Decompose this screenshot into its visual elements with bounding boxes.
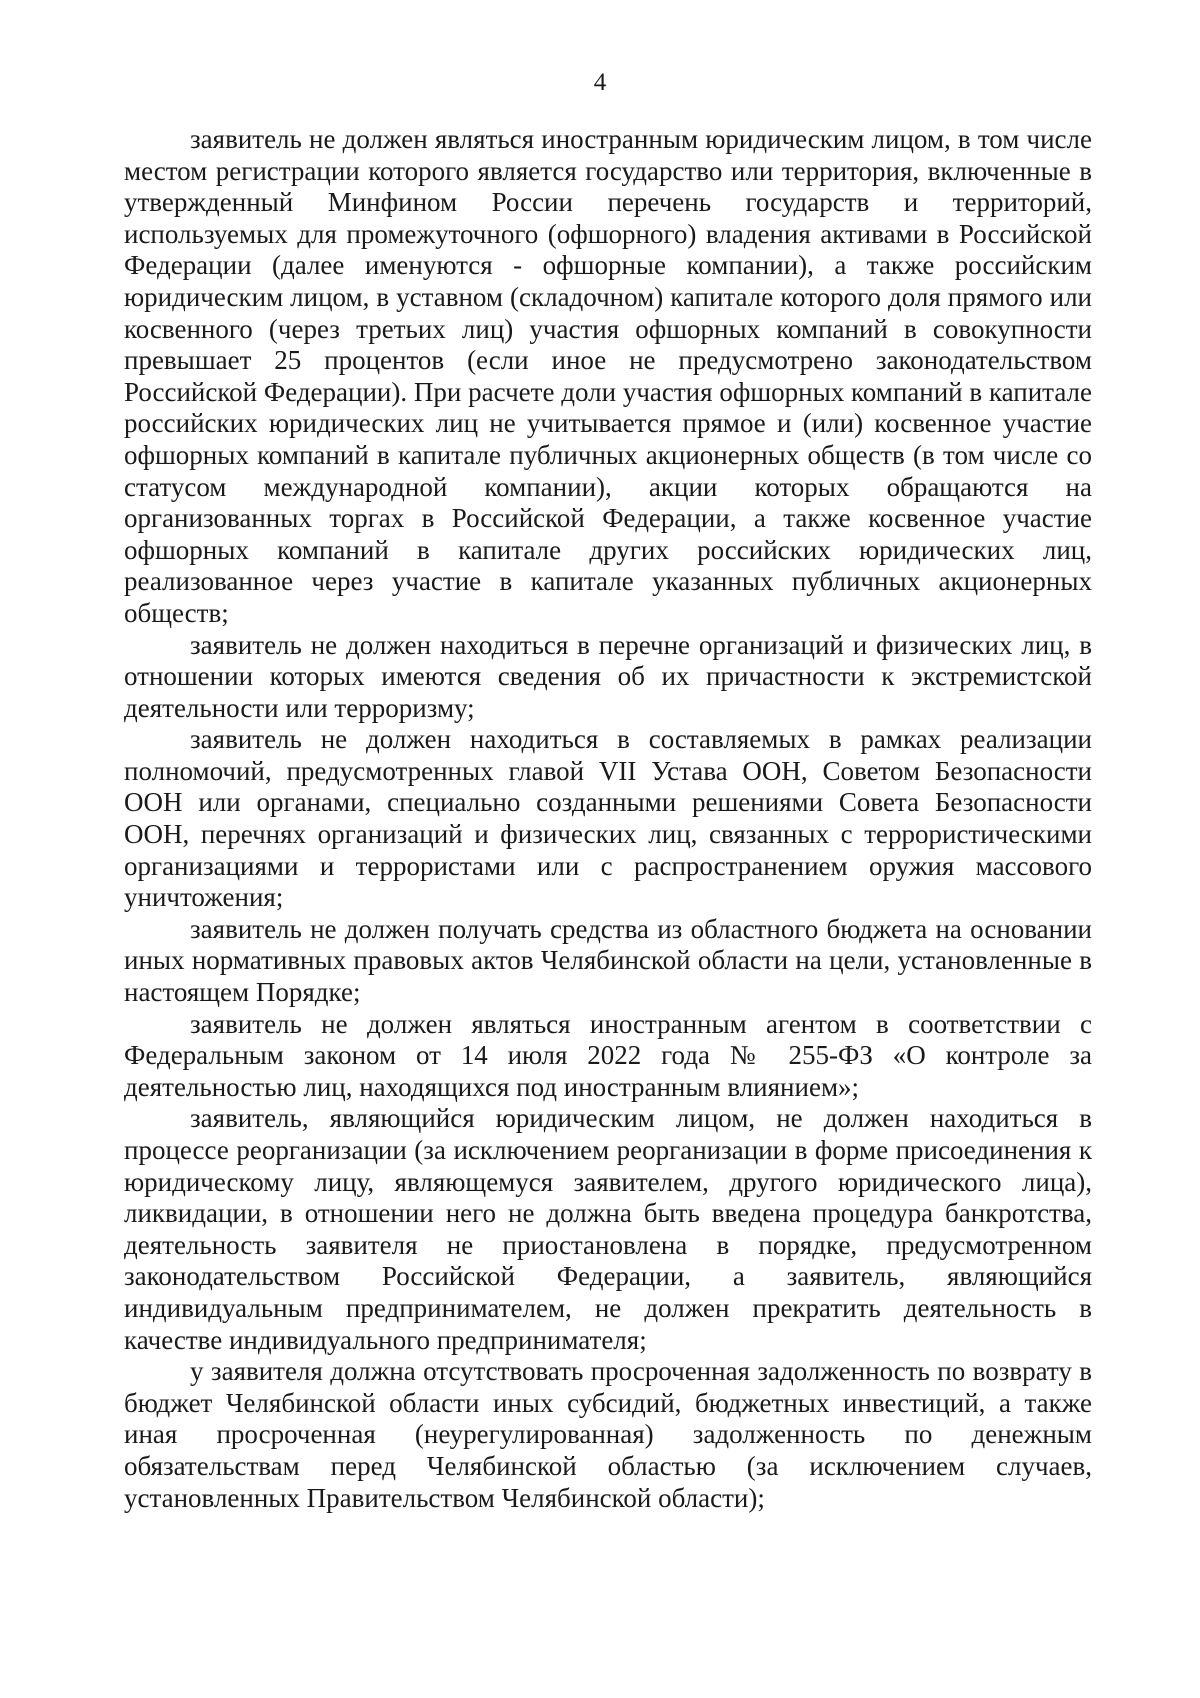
paragraph-foreign-agent: заявитель не должен являться иностранным агентом в соответствии с Федеральным законом от 14 июля 2022 года № 255-ФЗ «О контроле за деятельностью лиц, находящихся под иностранным влиянием»; [124,1008,1092,1102]
page-number: 4 [593,69,607,96]
document-body [124,124,1092,1514]
paragraph-regional-budget-funds: заявитель не должен получать средства из областного бюджета на основании иных нормативных правовых актов Челябинской области на цели, установленные в настоящем Порядке; [124,913,1092,1008]
paragraph-un-sanctions-list: заявитель не должен находиться в составляемых в рамках реализации полномочий, предусмотренных главой VII Устава ООН, Советом Безопасности ООН или органами, специально созданными решениями Совета Безопасности ООН, перечнях организаций и физических лиц, связанных с террористическими организациями и террористами или с распространением оружия массового уничтожения; [124,724,1092,913]
paragraph-offshore-companies: заявитель не должен являться иностранным юридическим лицом, в том числе местом регистрации которого является государство или территория, включенные в утвержденный Минфином России перечень государств и территорий, используемых для промежуточного (офшорного) владения активами в Российской Федерации (далее именуются - офшорные компании), а также российским юридическим лицом, в уставном (складочном) капитале которого доля прямого или косвенного (через третьих лиц) участия офшорных компаний в совокупности превышает 25 процентов (если иное не предусмотрено законодательством Российской Федерации). При расчете доли участия офшорных компаний в капитале российских юридических лиц не учитывается прямое и (или) косвенное участие офшорных компаний в капитале публичных акционерных обществ (в том числе со статусом международной компании), акции которых обращаются на организованных торгах в Российской Федерации, а также косвенное участие офшорных компаний в капитале других российских юридических лиц, реализованное через участие в капитале указанных публичных акционерных обществ; [124,124,1092,628]
paragraph-reorganization-liquidation: заявитель, являющийся юридическим лицом, не должен находиться в процессе реорганизации (за исключением реорганизации в форме присоединения к юридическому лицу, являющемуся заявителем, другого юридического лица), ликвидации, в отношении него не должна быть введена процедура банкротства, деятельность заявителя не приостановлена в порядке, предусмотренном законодательством Российской Федерации, а заявитель, являющийся индивидуальным предпринимателем, не должен прекратить деятельность в качестве индивидуального предпринимателя; [124,1103,1092,1355]
paragraph-extremism-list: заявитель не должен находиться в перечне организаций и физических лиц, в отношении которых имеются сведения об их причастности к экстремистской деятельности или терроризму; [124,629,1092,723]
paragraph-overdue-debt: у заявителя должна отсутствовать просроченная задолженность по возврату в бюджет Челябинской области иных субсидий, бюджетных инвестиций, а также иная просроченная (неурегулированная) задолженность по денежным обязательствам перед Челябинской областью (за исключением случаев, установленных Правительством Челябинской области); [124,1356,1092,1513]
